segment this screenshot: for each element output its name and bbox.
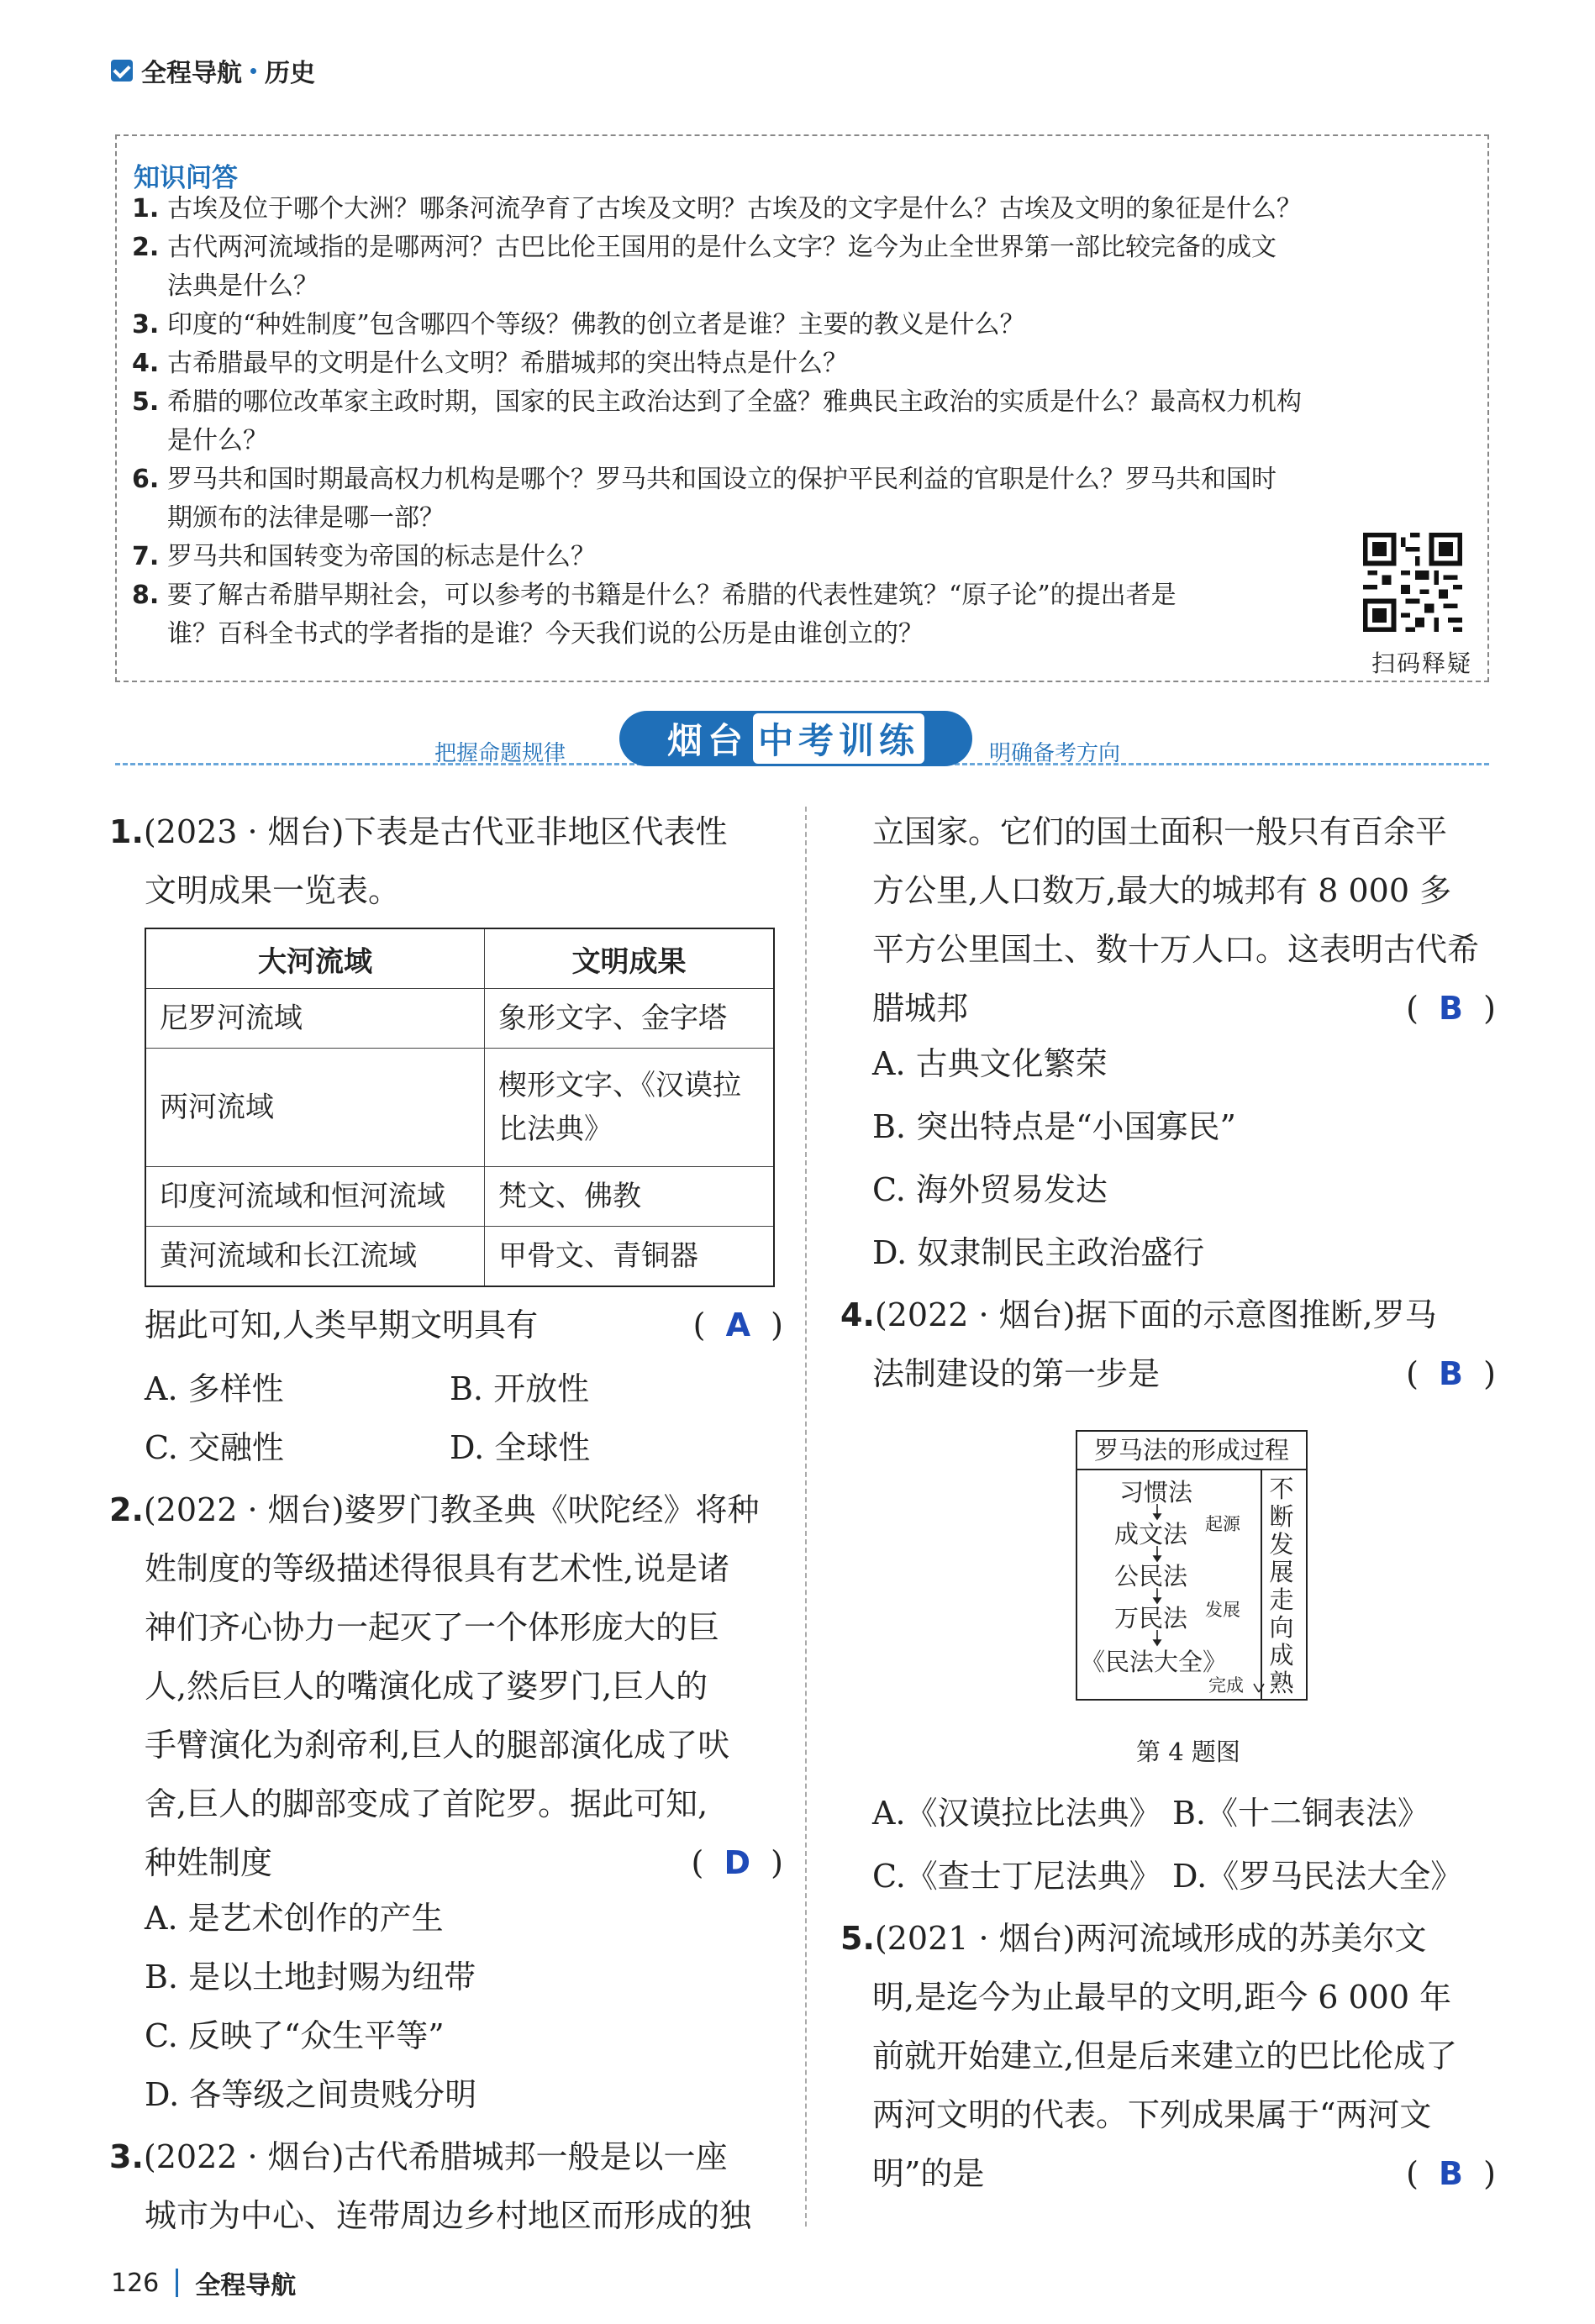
page-footer xyxy=(111,2264,296,2301)
table-cell: 象形文字、金字塔 xyxy=(485,989,775,1049)
diagram-title: 罗马法的形成过程 xyxy=(1077,1432,1306,1470)
knowledge-qa-box xyxy=(115,134,1489,682)
question-4-option-b[interactable]: B.《十二铜表法》 xyxy=(1172,1795,1430,1832)
knowledge-question-8: 8. 要了解古希腊早期社会，可以参考的书籍是什么？希腊的代表性建筑？“原子论”的提出者是 谁？百科全书式的学者指的是谁？今天我们说的公历是由谁创立的？ xyxy=(132,581,1177,649)
knowledge-question-1: 1. 古埃及位于哪个大洲？哪条河流孕育了古埃及文明？古埃及的文字是什么？古埃及文明的象征是什么？ xyxy=(132,194,1302,223)
question-3-continued: 立国家。它们的国土面积一般只有百余平 方公里,人口数万,最大的城邦有 8 000 多 平方公里国土、数十万人口。这表明古代希 腊城邦 ( B ) xyxy=(840,802,1496,1038)
question-3-answer: ( B ) xyxy=(1406,990,1496,1027)
table-row xyxy=(145,989,774,1049)
diagram-side-text: 不断发展走向成熟 xyxy=(1269,1475,1294,1697)
dot-separator-icon xyxy=(250,68,256,74)
question-1-option-b[interactable]: B. 开放性 xyxy=(450,1370,590,1407)
question-1-option-c[interactable]: C. 交融性 xyxy=(145,1429,284,1466)
footer-brand: 全程导航 xyxy=(195,2271,297,2300)
table-header-row xyxy=(145,928,774,989)
question-2-option-c[interactable]: C. 反映了“众生平等” xyxy=(145,2017,445,2054)
question-3-start: 3.(2022 · 烟台)古代希腊城邦一般是以一座 城市为中心、连带周边乡村地区而形成的独 xyxy=(109,2138,752,2234)
roman-law-diagram xyxy=(1076,1430,1308,1701)
question-4-option-a[interactable]: A.《汉谟拉比法典》 xyxy=(872,1795,1161,1832)
question-1-stem-end: 据此可知,人类早期文明具有 xyxy=(145,1307,539,1343)
table-cell: 黄河流域和长江流域 xyxy=(145,1227,485,1287)
diagram-step: 《民法大全》 xyxy=(1081,1648,1228,1676)
question-2-answer: ( D ) xyxy=(691,1844,783,1881)
question-1-stem: 1.(2023 · 烟台)下表是古代亚非地区代表性 文明成果一览表。 xyxy=(109,813,728,909)
checkbox-icon xyxy=(111,60,133,81)
banner-title-b: 中考训练 xyxy=(753,713,924,764)
diagram-label: 起源 xyxy=(1205,1514,1240,1534)
question-4-answer: ( B ) xyxy=(1406,1355,1496,1392)
section-banner xyxy=(115,711,1489,773)
table-cell: 尼罗河流域 xyxy=(145,989,485,1049)
page-header xyxy=(111,52,315,89)
question-4-option-c[interactable]: C.《查士丁尼法典》 xyxy=(872,1858,1161,1895)
table-cell: 楔形文字、《汉谟拉比法典》 xyxy=(485,1049,775,1167)
banner-left-text: 把握命题规律 xyxy=(434,741,566,766)
table-cell: 甲骨文、青铜器 xyxy=(485,1227,775,1287)
qr-code-icon[interactable] xyxy=(1363,533,1462,632)
table-row xyxy=(145,1167,774,1227)
knowledge-question-5: 5. 希腊的哪位改革家主政时期，国家的民主政治达到了全盛？雅典民主政治的实质是什么？最高权力机构 是什么？ xyxy=(132,387,1302,455)
question-3-option-b[interactable]: B. 突出特点是“小国寡民” xyxy=(872,1108,1236,1145)
question-2-option-b[interactable]: B. 是以土地封赐为纽带 xyxy=(145,1959,476,1995)
question-3-option-d[interactable]: D. 奴隶制民主政治盛行 xyxy=(872,1234,1205,1271)
question-3-option-a[interactable]: A. 古典文化繁荣 xyxy=(872,1045,1108,1082)
question-2-option-d[interactable]: D. 各等级之间贵贱分明 xyxy=(145,2076,477,2113)
question-1-option-a[interactable]: A. 多样性 xyxy=(145,1370,284,1407)
diagram-step: 万民法 xyxy=(1114,1604,1188,1633)
question-4-option-d[interactable]: D.《罗马民法大全》 xyxy=(1172,1858,1463,1895)
figure-caption: 第 4 题图 xyxy=(1136,1738,1240,1766)
diagram-side-arrow xyxy=(1261,1469,1262,1699)
question-2-option-a[interactable]: A. 是艺术创作的产生 xyxy=(145,1900,444,1937)
diagram-step: 习惯法 xyxy=(1119,1478,1193,1506)
banner-title-a: 烟台 xyxy=(666,720,748,761)
question-3-option-c[interactable]: C. 海外贸易发达 xyxy=(872,1171,1108,1208)
column-divider xyxy=(805,807,807,2227)
brand-title: 全程导航 xyxy=(141,59,242,88)
table-header-cell: 文明成果 xyxy=(485,928,775,989)
footer-divider xyxy=(176,2269,178,2297)
knowledge-question-6: 6. 罗马共和国时期最高权力机构是哪个？罗马共和国设立的保护平民利益的官职是什么？罗马共和国时 期颁布的法律是哪一部？ xyxy=(132,465,1277,533)
question-5-answer: ( B ) xyxy=(1406,2155,1496,2192)
question-2: 2.(2022 · 烟台)婆罗门教圣典《吠陀经》将种 姓制度的等级描述得很具有艺术性,说是诸 神们齐心协力一起灭了一个体形庞大的巨 人,然后巨人的嘴演化成了婆罗门,巨人的 手臂演化为刹帝利,巨人的腿部演化成了吠 舍,巨人的脚部变成了首陀罗。据此可知, 种姓制度 ( D ) xyxy=(109,1480,782,1892)
question-1-end xyxy=(145,1296,783,1354)
knowledge-question-4: 4. 古希腊最早的文明是什么文明？希腊城邦的突出特点是什么？ xyxy=(132,349,848,378)
table-header-cell: 大河流域 xyxy=(145,928,485,989)
diagram-step: 公民法 xyxy=(1114,1562,1188,1591)
page-number: 126 xyxy=(111,2268,160,2298)
knowledge-question-3: 3. 印度的“种姓制度”包含哪四个等级？佛教的创立者是谁？主要的教义是什么？ xyxy=(132,310,1025,339)
knowledge-question-7: 7. 罗马共和国转变为帝国的标志是什么？ xyxy=(132,542,596,571)
question-1-answer: ( A ) xyxy=(692,1307,783,1343)
table-row xyxy=(145,1227,774,1287)
table-cell: 两河流域 xyxy=(145,1049,485,1167)
diagram-label: 发展 xyxy=(1205,1600,1240,1620)
question-4: 4.(2022 · 烟台)据下面的示意图推断,罗马 法制建设的第一步是 ( B ) xyxy=(840,1286,1496,1403)
diagram-label: 完成 xyxy=(1208,1675,1244,1696)
table-cell: 梵文、佛教 xyxy=(485,1167,775,1227)
question-1-option-d[interactable]: D. 全球性 xyxy=(450,1429,591,1466)
question-5: 5.(2021 · 烟台)两河流域形成的苏美尔文 明,是迄今为止最早的文明,距今 6 000 年 前就开始建立,但是后来建立的巴比伦成了 两河文明的代表。下列成果属于“两河文 明”的是 ( B ) xyxy=(840,1909,1496,2203)
banner-title xyxy=(619,711,972,766)
table-cell: 印度河流域和恒河流域 xyxy=(145,1167,485,1227)
qr-label: 扫码释疑 xyxy=(1371,649,1472,677)
subject-title: 历史 xyxy=(265,59,315,88)
banner-right-text: 明确备考方向 xyxy=(989,741,1121,766)
diagram-step: 成文法 xyxy=(1114,1520,1188,1548)
civilization-table xyxy=(145,928,775,1287)
table-row xyxy=(145,1049,774,1167)
knowledge-question-2: 2. 古代两河流域指的是哪两河？古巴比伦王国用的是什么文字？迄今为止全世界第一部比较完备的成文 法典是什么？ xyxy=(132,233,1277,301)
knowledge-title: 知识问答 xyxy=(134,163,238,193)
